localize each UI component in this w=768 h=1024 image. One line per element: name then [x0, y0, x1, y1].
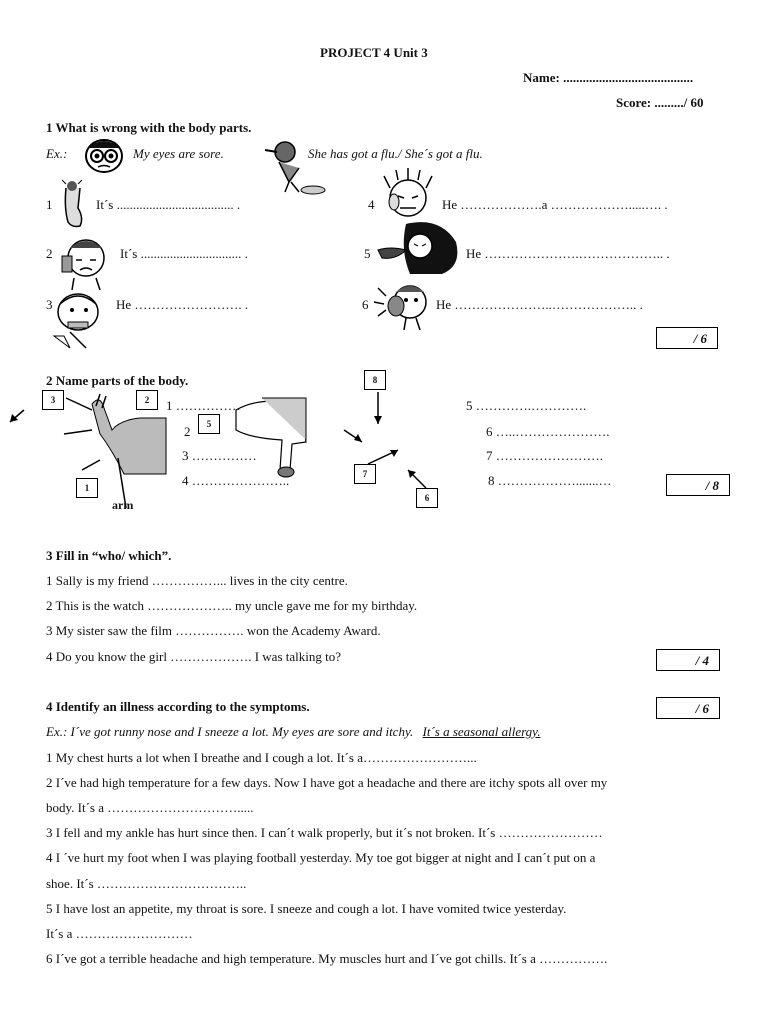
- section-2-heading: 2 Name parts of the body.: [46, 373, 189, 388]
- arm-label: arm: [112, 498, 134, 512]
- s4-line: It´s a ………………………: [46, 926, 193, 941]
- s2-line-1: 1 ……………: [166, 398, 241, 413]
- s2-line-8: 8 ……………….......…: [488, 473, 612, 488]
- s4-example-text: Ex.: I´ve got runny nose and I sneeze a lot. My eyes are sore and itchy.: [46, 724, 414, 739]
- label-box-8: 8: [364, 370, 386, 390]
- sore-toe-illustration: [58, 178, 88, 230]
- s4-line: 3 I fell and my ankle has hurt since then. I can´t walk properly, but it´s not broken. It´s ……………………: [46, 825, 603, 840]
- s1-item-number: 5: [364, 246, 371, 261]
- sore-eyes-illustration: [80, 136, 128, 176]
- s2-line-6: 6 …..………………….: [486, 424, 610, 439]
- s4-line: 2 I´ve had high temperature for a few days. Now I have got a headache and there are itchy spots all over my: [46, 775, 608, 790]
- s3-item-3: 3 My sister saw the film ……………. won the Academy Award.: [46, 623, 381, 638]
- s4-line: 4 I ´ve hurt my foot when I was playing football yesterday. My toe got bigger at night and I can´t put on a: [46, 850, 596, 865]
- s1-item-number: 2: [46, 246, 53, 261]
- s3-item-1: 1 Sally is my friend ……………... lives in the city centre.: [46, 573, 348, 588]
- s1-item-number: 6: [362, 297, 369, 312]
- s4-line: shoe. It´s ……………………………..: [46, 876, 247, 891]
- s1-item-number: 3: [46, 297, 53, 312]
- vomiting-illustration: [370, 220, 462, 276]
- section-4-heading: 4 Identify an illness according to the symptoms.: [46, 699, 310, 714]
- s4-line: 6 I´ve got a terrible headache and high temperature. My muscles hurt and I´ve got chills. It´s a …………….: [46, 951, 608, 966]
- s1-example-label: Ex.:: [46, 146, 68, 161]
- s1-item-4-blank: He ……………….a ……………….....…. .: [442, 197, 668, 212]
- sore-throat-illustration: [50, 292, 104, 352]
- page-title: PROJECT 4 Unit 3: [320, 45, 428, 60]
- label-box-1: 1: [76, 478, 98, 498]
- s1-example-b: She has got a flu./ She´s got a flu.: [308, 146, 483, 161]
- section-3-heading: 3 Fill in “who/ which”.: [46, 548, 172, 563]
- s1-item-2-blank: It´s ............................... .: [120, 246, 248, 261]
- s1-item-3-blank: He ……………………. .: [116, 297, 249, 312]
- section-3-score-box: / 4: [656, 649, 720, 671]
- label-box-3: 3: [42, 390, 64, 410]
- label-box-6: 6: [416, 488, 438, 508]
- s1-item-number: 1: [46, 197, 53, 212]
- name-field: Name: ........................................: [523, 70, 694, 85]
- s2-line-4: 4 …………………..: [182, 473, 290, 488]
- s4-example: [46, 724, 540, 740]
- s4-line: 5 I have lost an appetite, my throat is sore. I sneeze and cough a lot. I have vomited twice yesterday.: [46, 901, 567, 916]
- s2-line-3: 3 ……………: [182, 448, 257, 463]
- label-box-5: 5: [198, 414, 220, 434]
- s3-item-4: 4 Do you know the girl ………………. I was talking to?: [46, 649, 341, 664]
- label-box-7: 7: [354, 464, 376, 484]
- s4-line: body. It´s a ………………………….....: [46, 800, 254, 815]
- s1-item-number: 4: [368, 197, 375, 212]
- headache-illustration: [380, 168, 436, 222]
- s1-item-6-blank: He …………………..……………….. .: [436, 297, 643, 312]
- section-1-heading: 1 What is wrong with the body parts.: [46, 120, 252, 135]
- s2-line-2: 2: [184, 424, 191, 439]
- s4-example-answer: It´s a seasonal allergy.: [422, 724, 541, 739]
- s1-item-5-blank: He ………………….……………….. .: [466, 246, 670, 261]
- s1-item-1-blank: It´s .................................... .: [96, 197, 241, 212]
- earache-illustration: [56, 234, 116, 290]
- total-score-field: Score: ........./ 60: [616, 95, 704, 110]
- section-4-score-box: / 6: [656, 697, 720, 719]
- section-1-score-box: / 6: [656, 327, 718, 349]
- toothache-illustration: [372, 278, 432, 330]
- s4-line: 1 My chest hurts a lot when I breathe and I cough a lot. It´s a……………………...: [46, 750, 477, 765]
- s2-line-5: 5 ………….………….: [466, 398, 587, 413]
- label-box-2: 2: [136, 390, 158, 410]
- s2-line-7: 7 …………………….: [486, 448, 603, 463]
- s1-example-a: My eyes are sore.: [133, 146, 224, 161]
- s3-item-2: 2 This is the watch ……………….. my uncle gave me for my birthday.: [46, 598, 418, 613]
- section-2-score-box: / 8: [666, 474, 730, 496]
